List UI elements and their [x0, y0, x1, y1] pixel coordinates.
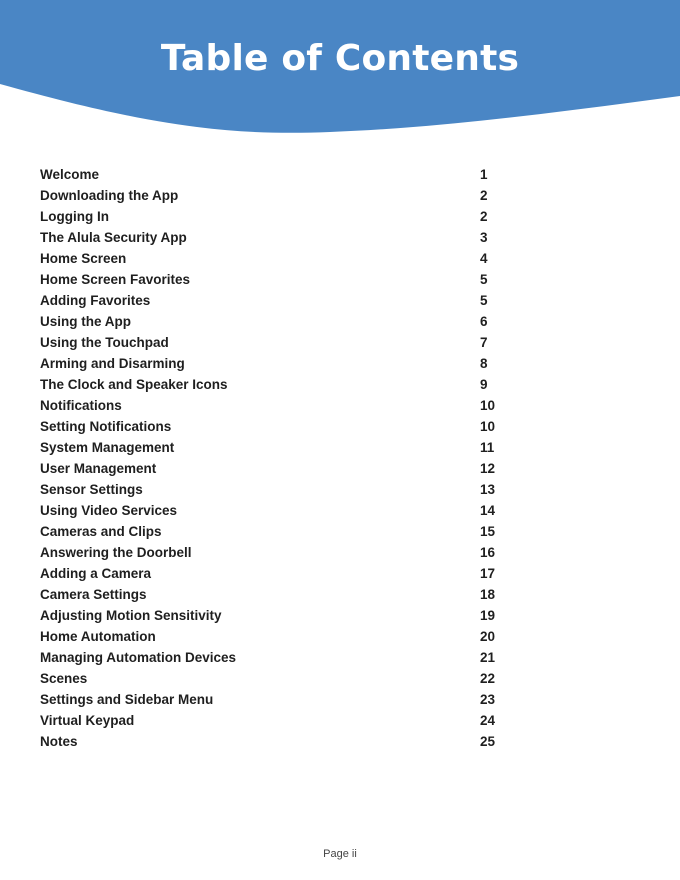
toc-entry-title: Adjusting Motion Sensitivity — [40, 608, 222, 623]
toc-entry-page-number: 6 — [480, 314, 488, 329]
toc-entry-title: The Clock and Speaker Icons — [40, 377, 228, 392]
toc-entry[interactable] — [40, 689, 510, 710]
toc-entry-title: User Management — [40, 461, 157, 476]
toc-entry-page-number: 10 — [480, 398, 496, 413]
toc-entry[interactable] — [40, 185, 510, 206]
toc-entry-page-number: 2 — [480, 209, 488, 224]
toc-entry-title: Camera Settings — [40, 587, 147, 602]
toc-entry[interactable] — [40, 206, 510, 227]
toc-entry[interactable] — [40, 626, 510, 647]
toc-entry-title: Setting Notifications — [40, 419, 172, 434]
table-of-contents-list — [40, 164, 510, 752]
toc-entry-page-number: 22 — [480, 671, 496, 686]
toc-entry-title: Home Screen — [40, 251, 127, 266]
toc-entry[interactable] — [40, 164, 510, 185]
toc-entry-page-number: 5 — [480, 272, 488, 287]
toc-entry-page-number: 9 — [480, 377, 488, 392]
toc-entry-title: Downloading the App — [40, 188, 179, 203]
page-number-footer: Page ii — [323, 848, 357, 860]
toc-entry[interactable] — [40, 605, 510, 626]
toc-entry-page-number: 10 — [480, 419, 496, 434]
toc-entry-page-number: 18 — [480, 587, 496, 602]
toc-entry-title: System Management — [40, 440, 175, 455]
toc-entry[interactable] — [40, 227, 510, 248]
toc-entry[interactable] — [40, 332, 510, 353]
header-banner — [0, 0, 680, 140]
toc-entry-page-number: 5 — [480, 293, 488, 308]
toc-entry[interactable] — [40, 563, 510, 584]
toc-entry-page-number: 12 — [480, 461, 496, 476]
toc-entry[interactable] — [40, 353, 510, 374]
toc-entry-page-number: 14 — [480, 503, 496, 518]
toc-entry[interactable] — [40, 290, 510, 311]
toc-entry-title: Using Video Services — [40, 503, 178, 518]
toc-entry[interactable] — [40, 647, 510, 668]
toc-entry[interactable] — [40, 374, 510, 395]
toc-entry-title: Answering the Doorbell — [40, 545, 192, 560]
toc-entry-title: Home Automation — [40, 629, 156, 644]
toc-entry[interactable] — [40, 437, 510, 458]
toc-entry[interactable] — [40, 710, 510, 731]
toc-entry-page-number: 4 — [480, 251, 488, 266]
toc-entry-title: Sensor Settings — [40, 482, 143, 497]
toc-entry-page-number: 23 — [480, 692, 496, 707]
toc-entry-title: Scenes — [40, 671, 88, 686]
toc-entry-page-number: 2 — [480, 188, 488, 203]
toc-entry-title: Using the Touchpad — [40, 335, 169, 350]
toc-entry-page-number: 7 — [480, 335, 488, 350]
toc-entry-title: Arming and Disarming — [40, 356, 185, 371]
toc-entry[interactable] — [40, 416, 510, 437]
toc-entry-page-number: 21 — [480, 650, 496, 665]
toc-entry[interactable] — [40, 269, 510, 290]
toc-entry[interactable] — [40, 542, 510, 563]
toc-entry-page-number: 1 — [480, 167, 488, 182]
toc-entry[interactable] — [40, 584, 510, 605]
toc-entry-title: Notifications — [40, 398, 122, 413]
toc-entry[interactable] — [40, 668, 510, 689]
toc-entry-title: Managing Automation Devices — [40, 650, 237, 665]
toc-entry-title: The Alula Security App — [40, 230, 187, 245]
page-title: Table of Contents — [160, 38, 520, 79]
toc-entry-title: Cameras and Clips — [40, 524, 162, 539]
toc-entry-page-number: 8 — [480, 356, 488, 371]
toc-entry-page-number: 15 — [480, 524, 496, 539]
toc-entry-title: Home Screen Favorites — [40, 272, 191, 287]
toc-entry-title: Notes — [40, 734, 78, 749]
toc-entry[interactable] — [40, 458, 510, 479]
toc-entry[interactable] — [40, 311, 510, 332]
toc-entry-title: Adding Favorites — [40, 293, 151, 308]
toc-entry-title: Logging In — [40, 209, 109, 224]
toc-entry[interactable] — [40, 500, 510, 521]
toc-entry-page-number: 25 — [480, 734, 496, 749]
toc-entry-page-number: 24 — [480, 713, 496, 728]
toc-entry-title: Settings and Sidebar Menu — [40, 692, 214, 707]
toc-entry-page-number: 11 — [480, 440, 495, 455]
toc-entry-title: Using the App — [40, 314, 131, 329]
toc-entry-page-number: 20 — [480, 629, 496, 644]
toc-entry-page-number: 19 — [480, 608, 496, 623]
toc-entry-title: Welcome — [40, 167, 100, 182]
toc-entry[interactable] — [40, 248, 510, 269]
toc-entry[interactable] — [40, 731, 510, 752]
toc-entry-title: Adding a Camera — [40, 566, 152, 581]
toc-entry-page-number: 16 — [480, 545, 496, 560]
toc-entry-title: Virtual Keypad — [40, 713, 135, 728]
toc-entry[interactable] — [40, 395, 510, 416]
toc-entry[interactable] — [40, 479, 510, 500]
toc-entry-page-number: 3 — [480, 230, 488, 245]
toc-entry-page-number: 17 — [480, 566, 496, 581]
toc-entry-page-number: 13 — [480, 482, 496, 497]
toc-entry[interactable] — [40, 521, 510, 542]
